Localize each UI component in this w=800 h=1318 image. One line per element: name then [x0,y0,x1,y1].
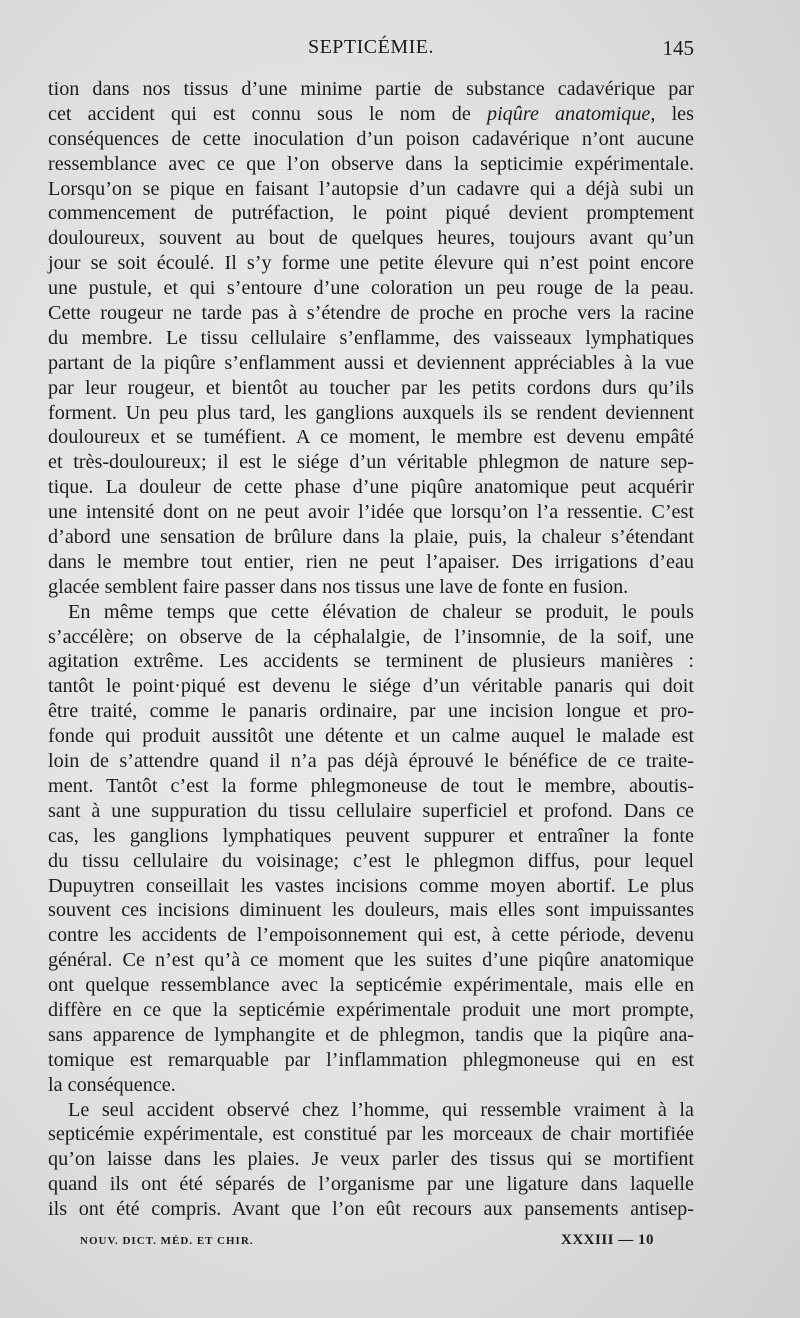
volume-signature: XXXIII — 10 [560,1232,654,1248]
page-number: 145 [662,36,694,60]
text-line: tantôt le point·piqué est devenu le siége d’un véritable panaris qui doit [48,675,694,698]
text-line: Le seul accident observé chez l’homme, qui ressemble vraiment à la [68,1098,694,1121]
text-line: sans apparence de lymphangite et de phlegmon, tandis que la piqûre ana- [48,1023,694,1046]
text-line: sant à une suppuration du tissu cellulaire superficiel et profond. Dans ce [48,799,694,822]
text-line: glacée semblent faire passer dans nos tissus une lave de fonte en fusion. [48,575,629,598]
text-line: douloureux et se tuméfient. A ce moment, le membre est devenu empâté [48,426,694,449]
italic-term: piqûre anatomique [486,102,651,125]
text-line: fonde qui produit aussitôt une détente et un calme auquel le malade est [48,725,694,748]
signature-mark: NOUV. DICT. MÉD. ET CHIR. [80,1235,254,1247]
text-line: général. Ce n’est qu’à ce moment que les suites d’une piqûre anatomique [48,949,694,972]
text-line: loin de s’attendre quand il n’a pas déjà éprouvé le bénéfice de ce traite- [48,750,694,773]
text-line: la conséquence. [48,1073,176,1096]
text-line: une intensité dont on ne peut avoir l’idée que lorsqu’on l’a ressentie. C’est [48,501,694,524]
text-line: du membre. Le tissu cellulaire s’enflamme, des vaisseaux lymphatiques [48,326,694,349]
text-line: ils ont été compris. Avant que l’on eût recours aux pansements antisep- [48,1198,694,1221]
text-line: partant de la piqûre s’enflamment aussi et deviennent appréciables à la vue [48,351,694,374]
text-line: tique. La douleur de cette phase d’une piqûre anatomique peut acquérir [48,476,694,499]
text-line: ment. Tantôt c’est la forme phlegmoneuse de tout le membre, aboutis- [48,774,694,797]
text-line: jour se soit écoulé. Il s’y forme une petite élevure qui n’est point encore [48,252,694,275]
text-line: souvent ces incisions diminuent les douleurs, mais elles sont impuissantes [48,899,694,922]
text-line: En même temps que cette élévation de chaleur se produit, le pouls [68,600,694,623]
text-line: Cette rougeur ne tarde pas à s’étendre de proche en proche vers la racine [48,302,694,325]
text-line: être traité, comme le panaris ordinaire, par une incision longue et pro- [48,700,694,723]
page-footer [80,1232,654,1254]
text-line: ont quelque ressemblance avec la septicémie expérimentale, mais elle en [48,974,694,997]
text-line: tion dans nos tissus d’une minime partie de substance cadavérique par [48,78,694,100]
text-line: tomique est remarquable par l’inflammation phlegmoneuse qui en est [48,1048,694,1071]
text-line: forment. Un peu plus tard, les ganglions auxquels ils se rendent deviennent [48,401,694,424]
text-line: diffère en ce que la septicémie expérimentale produit une mort prompte, [48,998,694,1021]
text-line: septicémie expérimentale, est constitué par les morceaux de chair mortifiée [48,1123,694,1146]
text-line: agitation extrême. Les accidents se terminent de plusieurs manières : [48,650,694,673]
text-line: du tissu cellulaire du voisinage; c’est le phlegmon diffus, pour lequel [48,849,694,872]
page-header [48,36,694,66]
text-line: douloureux, souvent au bout de quelques heures, toujours avant qu’un [48,227,694,250]
running-head: SEPTICÉMIE. [307,36,435,58]
text-line: s’accélère; on observe de la céphalalgie, de l’insomnie, de la soif, une [48,625,694,648]
text-line: dans le membre tout entier, rien ne peut l’apaiser. Des irrigations d’eau [48,550,694,573]
text-line: d’abord une sensation de brûlure dans la plaie, puis, la chaleur s’étendant [48,526,694,549]
text-line: cet accident qui est connu sous le nom de piqûre anatomique, les [48,102,694,125]
text-line: et très-douloureux; il est le siége d’un véritable phlegmon de nature sep- [48,451,694,474]
text-line: commencement de putréfaction, le point piqué devient promptement [48,202,694,225]
text-line: qu’on laisse dans les plaies. Je veux parler des tissus qui se mortifient [48,1148,694,1171]
text-line: Lorsqu’on se pique en faisant l’autopsie d’un cadavre qui a déjà subi un [48,177,694,200]
text-line: par leur rougeur, et bientôt au toucher par les petits cordons durs qu’ils [48,376,694,399]
text-line: cas, les ganglions lymphatiques peuvent suppurer et entraîner la fonte [48,824,694,847]
text-line: contre les accidents de l’empoisonnement qui est, à cette période, devenu [48,924,694,947]
text-line: Dupuytren conseillait les vastes incisions comme moyen abortif. Le plus [48,874,694,897]
text-line: une pustule, et qui s’entoure d’une coloration un peu rouge de la peau. [48,277,694,300]
body-text [48,77,694,1222]
text-line: ressemblance avec ce que l’on observe dans la septicimie expérimentale. [48,152,694,175]
text-line: conséquences de cette inoculation d’un poison cadavérique n’ont aucune [48,127,694,150]
text-line: quand ils ont été séparés de l’organisme par une ligature dans laquelle [48,1173,694,1196]
